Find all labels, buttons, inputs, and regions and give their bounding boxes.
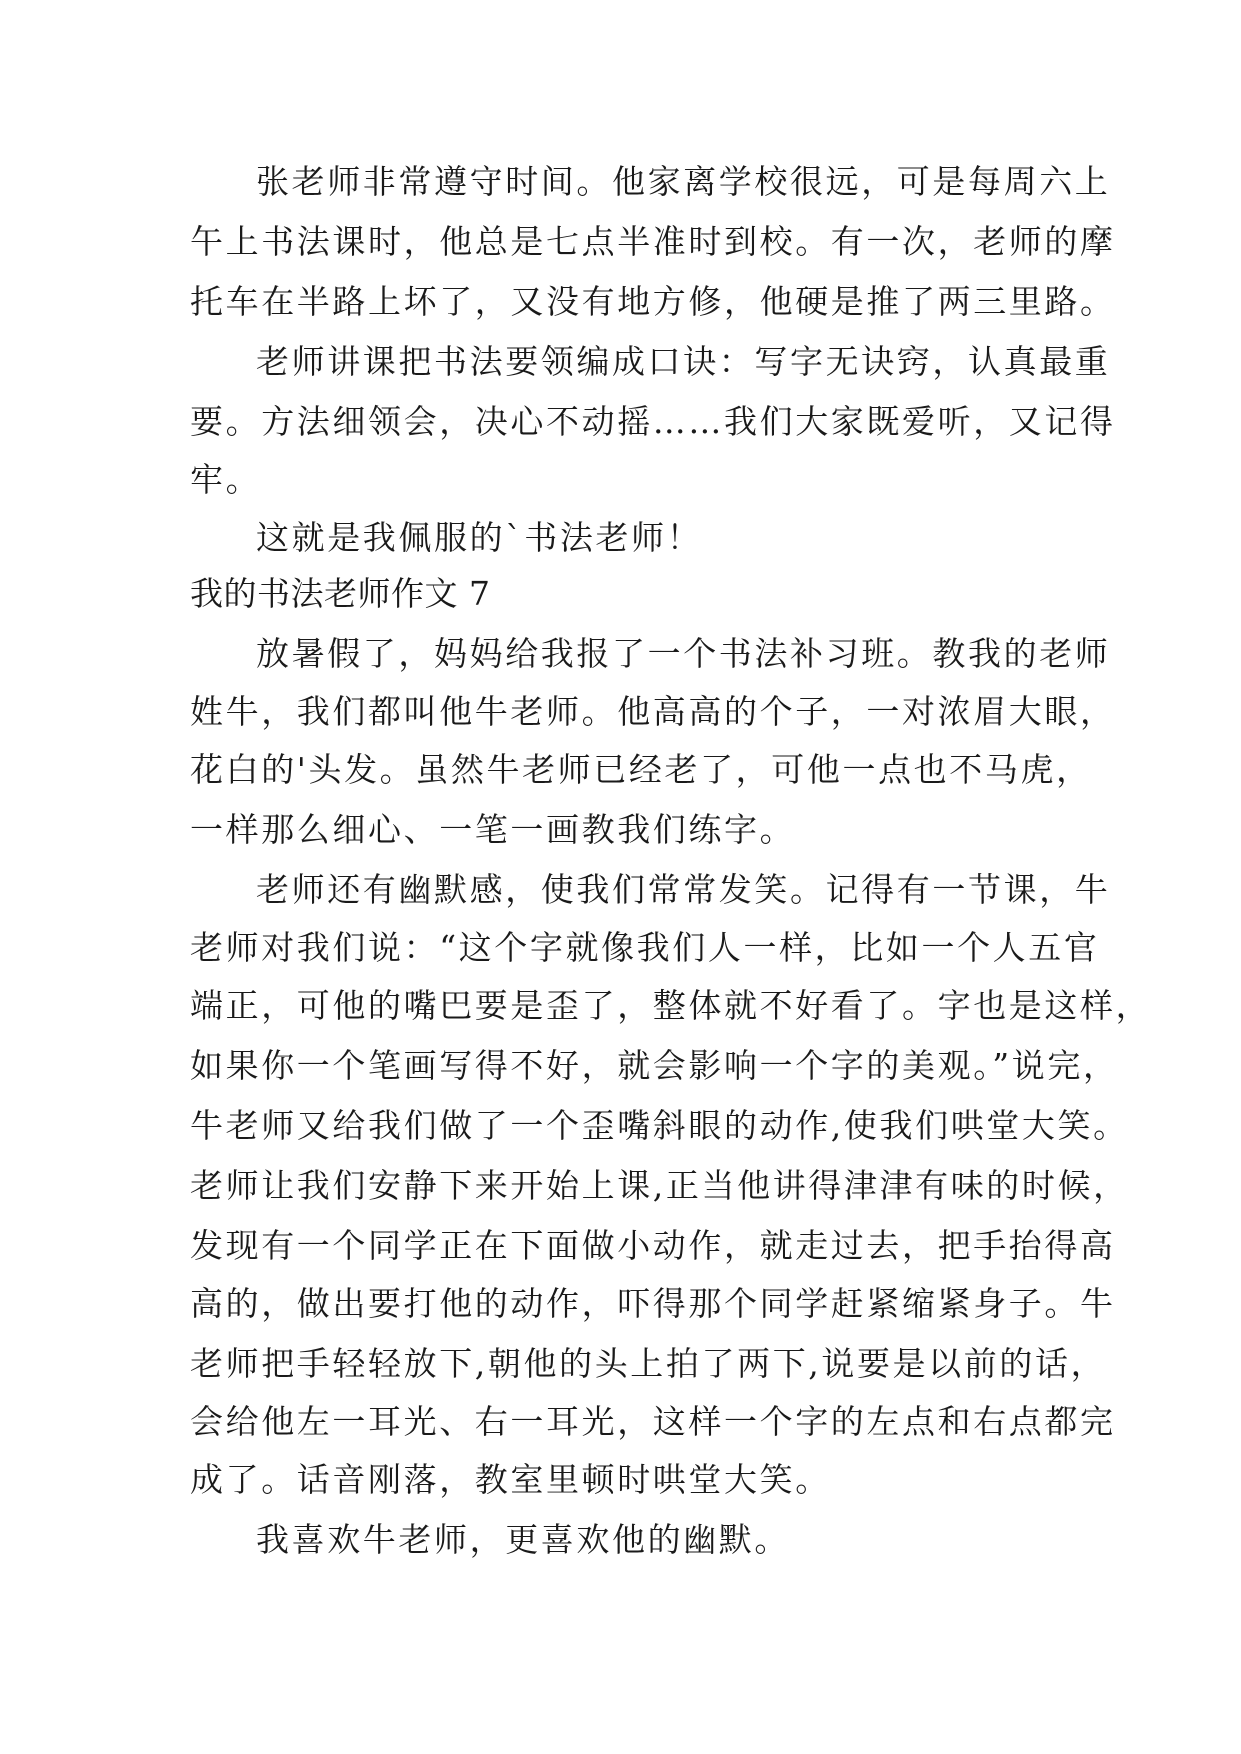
paragraph-line: 老师对我们说：“这个字就像我们人一样，比如一个人五官 — [190, 928, 1100, 967]
paragraph-line: 老师把手轻轻放下,朝他的头上拍了两下,说要是以前的话， — [190, 1344, 1107, 1383]
paragraph-line: 要。方法细领会，决心不动摇……我们大家既爱听，又记得 — [190, 402, 1116, 441]
paragraph-line: 张老师非常遵守时间。他家离学校很远，可是每周六上 — [256, 162, 1111, 201]
paragraph-line: 牢。 — [190, 460, 262, 499]
paragraph-line: 老师还有幽默感，使我们常常发笑。记得有一节课，牛 — [256, 870, 1111, 909]
paragraph-line: 花白的'头发。虽然牛老师已经老了，可他一点也不马虎， — [190, 750, 1092, 789]
paragraph-line: 姓牛，我们都叫他牛老师。他高高的个子，一对浓眉大眼， — [190, 692, 1116, 731]
paragraph-line: 我喜欢牛老师，更喜欢他的幽默。 — [256, 1520, 790, 1559]
paragraph-line: 老师讲课把书法要领编成口诀：写字无诀窍，认真最重 — [256, 342, 1111, 381]
paragraph-line: 会给他左一耳光、右一耳光，这样一个字的左点和右点都完 — [190, 1402, 1116, 1441]
paragraph-line: 午上书法课时，他总是七点半准时到校。有一次，老师的摩 — [190, 222, 1116, 261]
paragraph-line: 托车在半路上坏了，又没有地方修，他硬是推了两三里路。 — [190, 282, 1116, 321]
paragraph-line: 牛老师又给我们做了一个歪嘴斜眼的动作,使我们哄堂大笑。 — [190, 1106, 1129, 1145]
paragraph-line: 成了。话音刚落，教室里顿时哄堂大笑。 — [190, 1460, 831, 1499]
section-heading: 我的书法老师作文 7 — [190, 574, 491, 613]
paragraph-line: 发现有一个同学正在下面做小动作，就走过去，把手抬得高 — [190, 1226, 1116, 1265]
paragraph-line: 高的，做出要打他的动作，吓得那个同学赶紧缩紧身子。牛 — [190, 1284, 1116, 1323]
paragraph-line: 如果你一个笔画写得不好，就会影响一个字的美观。”说完， — [190, 1046, 1119, 1085]
paragraph-line: 放暑假了，妈妈给我报了一个书法补习班。教我的老师 — [256, 634, 1111, 673]
paragraph-line: 老师让我们安静下来开始上课,正当他讲得津津有味的时候， — [190, 1166, 1129, 1205]
paragraph-line: 端正，可他的嘴巴要是歪了，整体就不好看了。字也是这样， — [190, 986, 1152, 1025]
paragraph-line: 这就是我佩服的`书法老师！ — [256, 518, 703, 557]
paragraph-line: 一样那么细心、一笔一画教我们练字。 — [190, 810, 796, 849]
